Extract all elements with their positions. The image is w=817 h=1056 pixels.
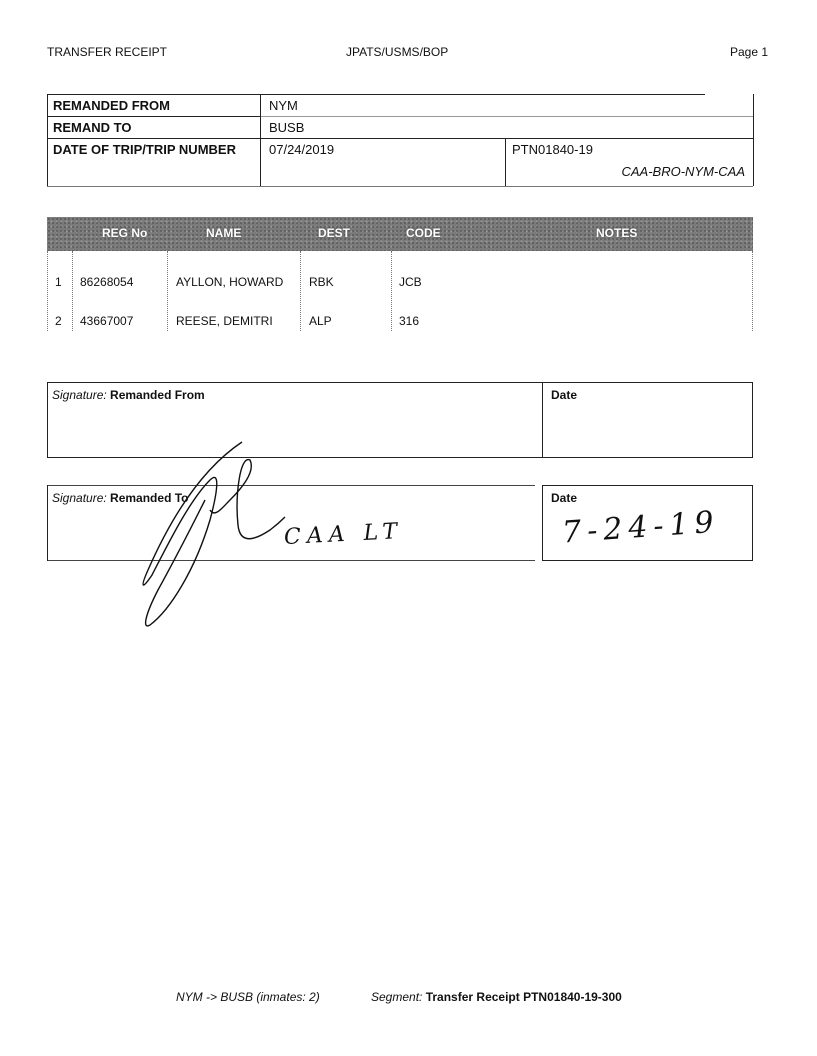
doc-agency: JPATS/USMS/BOP — [346, 45, 449, 59]
reg-number: 43667007 — [80, 314, 134, 328]
remand-to-label: REMAND TO — [53, 120, 132, 135]
page-number: Page 1 — [730, 45, 769, 59]
date-to-label: Date — [551, 491, 578, 505]
remanded-from-label: REMANDED FROM — [53, 98, 170, 113]
rule — [47, 116, 260, 117]
trip-date-label: DATE OF TRIP/TRIP NUMBER — [53, 142, 236, 157]
rule — [47, 382, 48, 458]
date-from-label: Date — [551, 388, 578, 402]
rule — [753, 94, 754, 186]
rule — [752, 382, 753, 458]
rule — [542, 560, 753, 561]
trip-date-value: 07/24/2019 — [269, 142, 335, 157]
trip-route: CAA-BRO-NYM-CAA — [621, 164, 745, 179]
remanded-from-value: NYM — [269, 98, 298, 113]
rule — [47, 94, 705, 95]
rule — [47, 186, 753, 187]
roster-header-bar — [47, 217, 753, 251]
rule — [542, 382, 543, 458]
code: 316 — [399, 314, 420, 328]
rule — [752, 485, 753, 561]
signature-from-label: Signature: Remanded From — [52, 388, 205, 402]
destination: ALP — [309, 314, 332, 328]
divider — [167, 251, 169, 331]
rule — [505, 138, 506, 186]
footer-summary: NYM -> BUSB (inmates: 2) — [176, 990, 320, 1004]
handwritten-date: 7-24-19 — [560, 504, 721, 551]
handwritten-note: CAA LT — [283, 518, 404, 551]
col-dest: DEST — [318, 226, 351, 240]
col-notes: NOTES — [596, 226, 638, 240]
reg-number: 86268054 — [80, 275, 134, 289]
rule — [47, 382, 753, 383]
rule — [542, 485, 543, 561]
inmate-name: REESE, DEMITRI — [176, 314, 273, 328]
doc-title: TRANSFER RECEIPT — [47, 45, 168, 59]
divider — [72, 251, 74, 331]
destination: RBK — [309, 275, 334, 289]
remand-to-value: BUSB — [269, 120, 305, 135]
col-name: NAME — [206, 226, 242, 240]
divider — [47, 251, 49, 331]
trip-number: PTN01840-19 — [512, 142, 593, 157]
signature-to-label: Signature: Remanded To — [52, 491, 189, 505]
row-number: 1 — [55, 275, 62, 289]
footer-segment: Segment: Transfer Receipt PTN01840-19-300 — [371, 990, 622, 1004]
rule — [260, 94, 261, 186]
divider — [752, 251, 754, 331]
rule — [47, 94, 48, 186]
divider — [391, 251, 393, 331]
divider — [300, 251, 302, 331]
rule — [542, 485, 753, 486]
rule — [260, 116, 753, 117]
row-number: 2 — [55, 314, 62, 328]
trip-info-table — [47, 94, 753, 186]
rule — [47, 485, 48, 561]
code: JCB — [399, 275, 422, 289]
col-reg-no: REG No — [102, 226, 148, 240]
inmate-name: AYLLON, HOWARD — [176, 275, 284, 289]
rule — [47, 138, 753, 139]
col-code: CODE — [406, 226, 441, 240]
